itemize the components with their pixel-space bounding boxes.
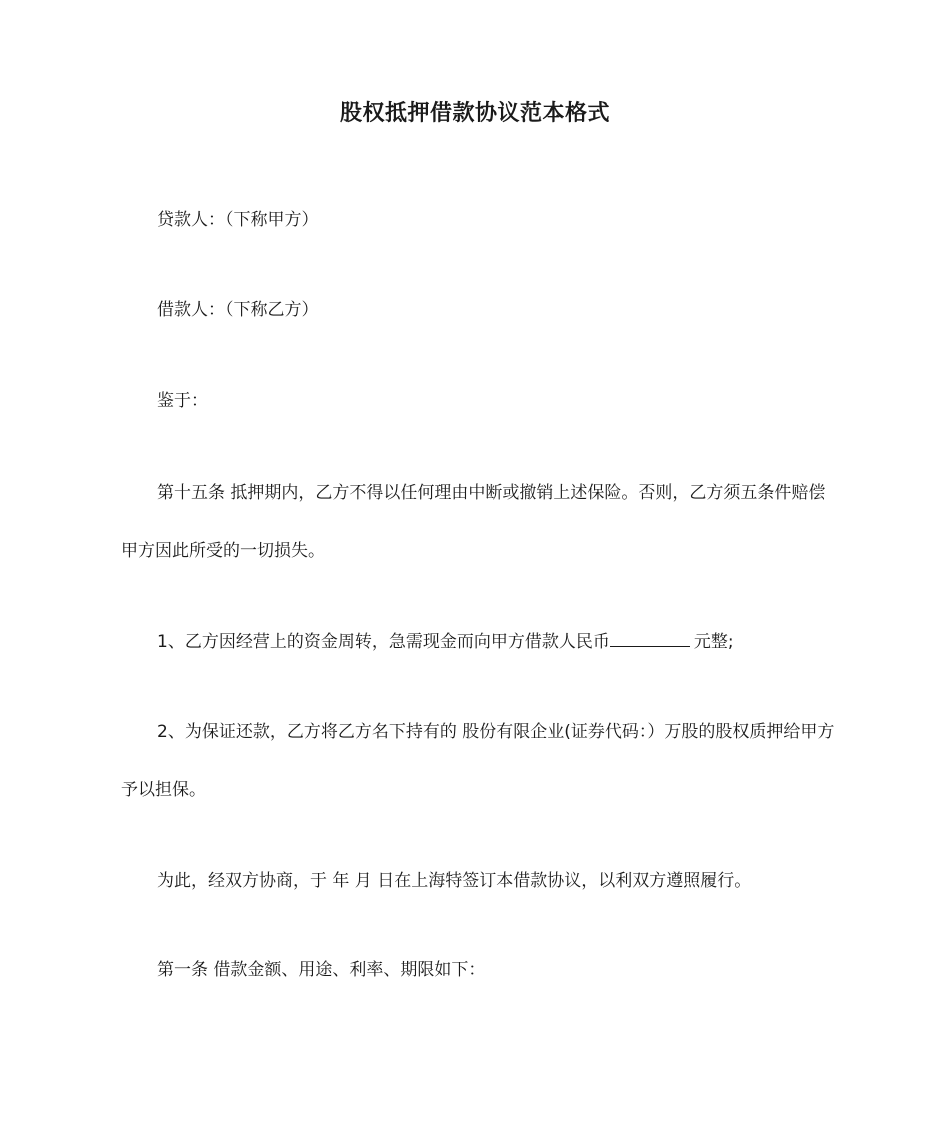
item-1-suffix: 元整; (693, 632, 734, 652)
article-1-heading: 第一条 借款金额、用途、利率、期限如下： (157, 960, 486, 980)
amount-blank-field (610, 630, 690, 647)
document-title: 股权抵押借款协议范本格式 (339, 101, 610, 126)
borrower-line: 借款人：（下称乙方） (157, 300, 319, 320)
item-1-text: 1、乙方因经营上的资金周转，急需现金而向甲方借款人民币 (157, 632, 610, 652)
article-15-paragraph: 第十五条 抵押期内，乙方不得以任何理由中断或撤销上述保险。否则，乙方须五条件赔偿甲方因此所受的一切损失。 (121, 483, 826, 561)
lender-line: 贷款人：（下称甲方） (157, 210, 319, 230)
item-2-paragraph: 2、为保证还款，乙方将乙方名下持有的 股份有限企业(证券代码：）万股的股权质押给甲方予以担保。 (121, 722, 835, 800)
whereas-line: 鉴于： (157, 391, 208, 411)
item-1-paragraph (121, 613, 836, 671)
closing-paragraph: 为此，经双方协商，于 年 月 日在上海特签订本借款协议，以利双方遵照履行。 (157, 871, 752, 891)
